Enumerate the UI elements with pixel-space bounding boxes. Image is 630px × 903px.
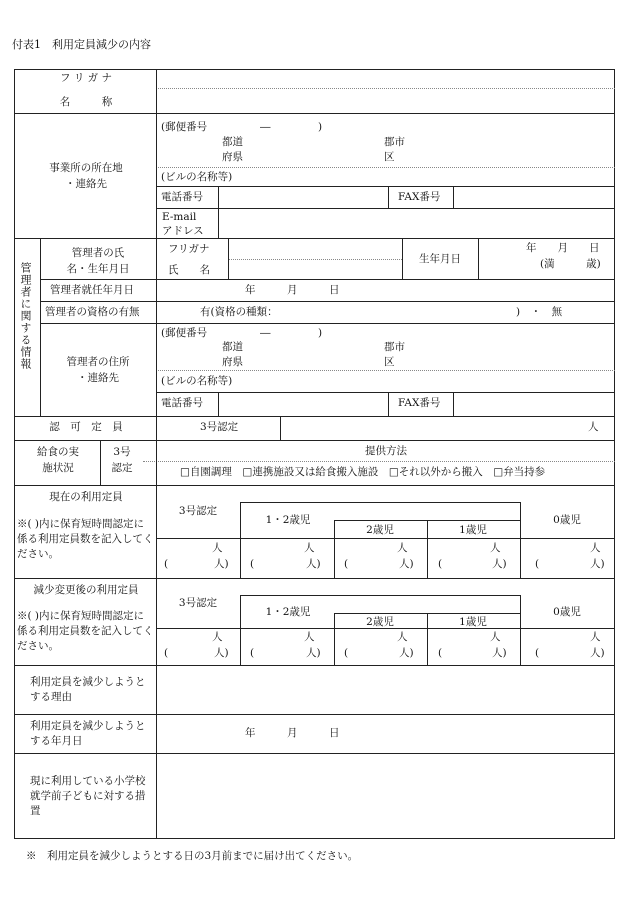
aft-unit-3: 人 xyxy=(397,631,408,643)
row-line xyxy=(240,595,520,596)
cur-age12-label: 1・2歳児 xyxy=(265,514,311,526)
birth-age: (満 歳) xyxy=(540,258,601,270)
aft-paren-close-5: 人) xyxy=(590,647,605,659)
appoint-date: 年 月 日 xyxy=(245,284,340,296)
col-line xyxy=(156,69,157,839)
col-line xyxy=(40,238,41,416)
prefecture-label-top: 都道 xyxy=(222,136,243,148)
col-line xyxy=(334,613,335,665)
manager-name-label-line2: 名・生年月日 xyxy=(66,263,130,275)
aft-age1-label: 1歳児 xyxy=(459,616,487,628)
cur-paren-close-4: 人) xyxy=(492,558,507,570)
furigana-divider xyxy=(156,88,615,89)
row-line xyxy=(14,440,615,441)
row-line xyxy=(228,259,402,260)
mgr-tel-label: 電話番号 xyxy=(161,397,203,409)
aft-paren-open-4: ( xyxy=(438,647,443,659)
capacity-label: 認 可 定 員 xyxy=(49,421,123,433)
aft-paren-close-3: 人) xyxy=(399,647,414,659)
current-capacity-label: 現在の利用定員 xyxy=(49,491,123,503)
cur-age2-label: 2歳児 xyxy=(366,524,394,536)
postal-label: (郵便番号 xyxy=(161,121,208,133)
row-line xyxy=(156,538,615,539)
row-line xyxy=(40,301,615,302)
row-line xyxy=(156,392,615,393)
reason-label: 利用定員を減少しようとする理由 xyxy=(30,676,146,703)
col-line xyxy=(520,595,521,665)
birth-label: 生年月日 xyxy=(419,253,461,265)
aft-unit-5: 人 xyxy=(590,631,601,643)
cur-age0-label: 0歳児 xyxy=(553,514,581,526)
cur-paren-open-5: ( xyxy=(535,558,540,570)
furigana-label: フ リ ガ ナ xyxy=(59,72,113,84)
cur-unit-3: 人 xyxy=(397,542,408,554)
fax-label: FAX番号 xyxy=(398,191,441,203)
mgr-prefecture-top: 都道 xyxy=(222,341,243,353)
row-line xyxy=(143,461,615,462)
col-line xyxy=(240,595,241,665)
office-contact-label: ・連絡先 xyxy=(65,178,107,190)
col-line xyxy=(427,520,428,578)
cur-paren-close-3: 人) xyxy=(399,558,414,570)
aft-cert3-label: 3号認定 xyxy=(178,597,218,609)
cur-unit-2: 人 xyxy=(304,542,315,554)
row-line xyxy=(40,323,615,324)
email-label-line2: アドレス xyxy=(162,225,204,237)
qualification-label: 管理者の資格の有無 xyxy=(45,306,140,318)
col-line xyxy=(228,238,229,279)
manager-address-label-line1: 管理者の住所 xyxy=(66,356,130,368)
meal-options: □自園調理 □連携施設又は給食搬入施設 □それ以外から搬入 □弁当持参 xyxy=(180,466,546,478)
cur-paren-open-1: ( xyxy=(164,558,169,570)
row-line xyxy=(40,279,615,280)
row-line xyxy=(14,665,615,666)
cur-cert3-label: 3号認定 xyxy=(178,505,218,517)
row-line xyxy=(14,485,615,486)
capacity-unit: 人 xyxy=(588,421,599,433)
aft-age2-label: 2歳児 xyxy=(366,616,394,628)
row-line xyxy=(156,370,615,371)
col-line xyxy=(334,520,335,578)
cur-paren-close-2: 人) xyxy=(306,558,321,570)
footnote: ※ 利用定員を減少しようとする日の3月前までに届け出てください。 xyxy=(26,850,359,862)
reduction-date: 年 月 日 xyxy=(245,727,340,739)
aft-paren-open-5: ( xyxy=(535,647,540,659)
row-line xyxy=(14,714,615,715)
meal-cert-line2: 認定 xyxy=(111,462,133,474)
manager-address-label-line2: ・連絡先 xyxy=(77,372,119,384)
col-line xyxy=(402,238,403,279)
mgr-fax-label: FAX番号 xyxy=(398,397,441,409)
aft-paren-open-3: ( xyxy=(344,647,349,659)
cur-unit-5: 人 xyxy=(590,542,601,554)
mgr-postal-dash: ― xyxy=(260,327,271,339)
postal-dash: ― xyxy=(260,121,271,133)
cur-paren-open-3: ( xyxy=(344,558,349,570)
postal-close: ) xyxy=(318,121,323,133)
meal-label-line1: 給食の実 xyxy=(37,446,79,458)
col-line xyxy=(388,186,389,208)
office-address-label: 事業所の所在地 xyxy=(49,162,123,174)
prefecture-label-bottom: 府県 xyxy=(222,151,243,163)
aft-paren-close-1: 人) xyxy=(214,647,229,659)
meal-label-line2: 施状況 xyxy=(42,462,74,474)
doc-title: 付表1 利用定員減少の内容 xyxy=(12,38,151,51)
col-line xyxy=(100,440,101,485)
cur-paren-open-4: ( xyxy=(438,558,443,570)
aft-age0-label: 0歳児 xyxy=(553,606,581,618)
aft-unit-2: 人 xyxy=(304,631,315,643)
cur-paren-close-5: 人) xyxy=(590,558,605,570)
current-note: ※( )内に保育短時間認定に係る利用定員数を記入してください。 xyxy=(17,518,154,560)
row-line xyxy=(14,238,615,239)
aft-paren-close-4: 人) xyxy=(492,647,507,659)
row-line xyxy=(14,416,615,417)
row-line xyxy=(156,167,615,168)
aft-unit-1: 人 xyxy=(212,631,223,643)
row-line xyxy=(240,502,520,503)
date-label: 利用定員を減少しようとする年月日 xyxy=(30,720,146,747)
name-label: 名 称 xyxy=(59,96,113,108)
after-capacity-label: 減少変更後の利用定員 xyxy=(33,584,139,596)
city-label: 郡市 xyxy=(384,136,405,148)
cur-unit-4: 人 xyxy=(490,542,501,554)
col-line xyxy=(218,392,219,416)
row-line xyxy=(14,753,615,754)
measure-label: 現に利用している小学校就学前子どもに対する措置 xyxy=(30,775,146,817)
col-line xyxy=(427,613,428,665)
mgr-building-label: (ビルの名称等) xyxy=(161,375,233,387)
mgr-postal-label: (郵便番号 xyxy=(161,327,208,339)
mgr-ward-label: 区 xyxy=(384,356,395,368)
manager-shimei-label: 氏 名 xyxy=(168,264,210,276)
after-note: ※( )内に保育短時間認定に係る利用定員数を記入してください。 xyxy=(17,610,154,652)
aft-paren-open-1: ( xyxy=(164,647,169,659)
ward-label: 区 xyxy=(384,151,395,163)
tel-label: 電話番号 xyxy=(161,191,203,203)
col-line xyxy=(240,502,241,578)
cur-paren-open-2: ( xyxy=(250,558,255,570)
manager-name-label-line1: 管理者の氏 xyxy=(71,247,125,259)
row-line xyxy=(156,628,615,629)
provision-label: 提供方法 xyxy=(365,445,407,457)
mgr-prefecture-bottom: 府県 xyxy=(222,356,243,368)
building-label: (ビルの名称等) xyxy=(161,171,233,183)
aft-paren-close-2: 人) xyxy=(306,647,321,659)
cur-age1-label: 1歳児 xyxy=(459,524,487,536)
col-line xyxy=(280,416,281,440)
qualification-close: ) ・ 無 xyxy=(516,306,563,318)
col-line xyxy=(520,502,521,578)
row-line xyxy=(14,113,615,114)
col-line xyxy=(453,186,454,208)
email-label-line1: E-mail xyxy=(162,211,197,223)
capacity-cert-label: 3号認定 xyxy=(200,421,239,433)
row-line xyxy=(156,186,615,187)
row-line xyxy=(156,208,615,209)
col-line xyxy=(453,392,454,416)
aft-unit-4: 人 xyxy=(490,631,501,643)
manager-section-label: 管理者に関する情報 xyxy=(19,262,32,370)
row-line xyxy=(14,578,615,579)
birth-ymd: 年 月 日 xyxy=(526,242,600,254)
cur-paren-close-1: 人) xyxy=(214,558,229,570)
aft-age12-label: 1・2歳児 xyxy=(265,606,311,618)
aft-paren-open-2: ( xyxy=(250,647,255,659)
appoint-label: 管理者就任年月日 xyxy=(50,284,134,296)
col-line xyxy=(478,238,479,279)
mgr-city-label: 郡市 xyxy=(384,341,405,353)
col-line xyxy=(218,186,219,238)
cur-unit-1: 人 xyxy=(212,542,223,554)
mgr-postal-close: ) xyxy=(318,327,323,339)
col-line xyxy=(388,392,389,416)
meal-cert-line1: 3号 xyxy=(113,446,131,458)
qualification-value: 有(資格の種類： xyxy=(200,306,278,318)
manager-furigana-label: フリガナ xyxy=(168,243,210,255)
